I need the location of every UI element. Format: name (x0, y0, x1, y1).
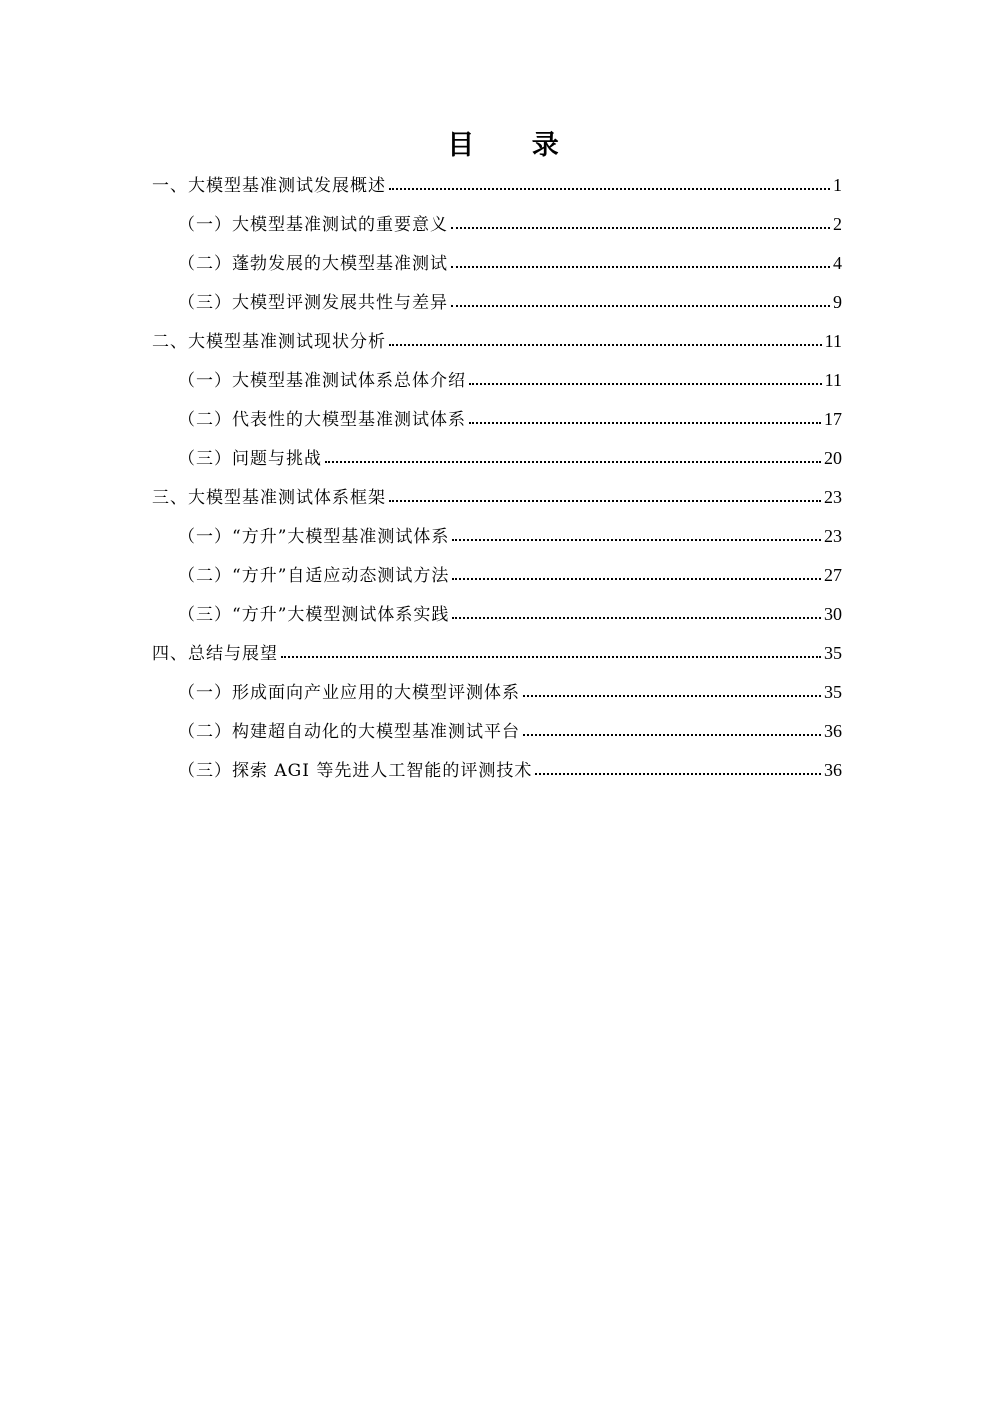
toc-list (152, 166, 842, 790)
toc-page-number: 4 (833, 253, 842, 273)
toc-page-number: 17 (824, 409, 842, 429)
toc-entry[interactable] (152, 478, 842, 517)
toc-entry[interactable] (152, 439, 842, 478)
toc-entry-text: （二）蓬勃发展的大模型基准测试 (178, 254, 448, 274)
toc-entry[interactable] (152, 283, 842, 322)
toc-entry[interactable] (152, 556, 842, 595)
dot-leader (469, 422, 821, 424)
toc-entry-text: （三）“方升”大模型测试体系实践 (178, 605, 450, 625)
toc-entry-text: （二）代表性的大模型基准测试体系 (178, 410, 466, 430)
dot-leader (523, 734, 821, 736)
dot-leader (535, 773, 821, 775)
toc-page-number: 36 (824, 721, 842, 741)
toc-page-number: 11 (824, 331, 842, 351)
toc-entry-text: （三）大模型评测发展共性与差异 (178, 293, 448, 313)
dot-leader (451, 305, 830, 307)
toc-page-number: 1 (833, 175, 842, 195)
toc-entry-text: （三）探索 AGI 等先进人工智能的评测技术 (178, 761, 533, 781)
toc-entry[interactable] (152, 244, 842, 283)
dot-leader (523, 695, 821, 697)
toc-entry[interactable] (152, 673, 842, 712)
toc-entry-text: （三）问题与挑战 (178, 449, 322, 469)
toc-page-number: 23 (824, 526, 842, 546)
toc-entry[interactable] (152, 712, 842, 751)
toc-entry-text: （一）大模型基准测试的重要意义 (178, 215, 448, 235)
dot-leader (452, 539, 821, 541)
dot-leader (389, 500, 821, 502)
toc-entry[interactable] (152, 322, 842, 361)
dot-leader (451, 227, 830, 229)
toc-page-number: 30 (824, 604, 842, 624)
dot-leader (389, 188, 830, 190)
toc-page-number: 9 (833, 292, 842, 312)
dot-leader (325, 461, 821, 463)
toc-entry-text: （一）形成面向产业应用的大模型评测体系 (178, 683, 520, 703)
dot-leader (389, 344, 822, 346)
toc-page-number: 11 (824, 370, 842, 390)
toc-page-number: 35 (824, 682, 842, 702)
toc-entry[interactable] (152, 595, 842, 634)
dot-leader (469, 383, 822, 385)
toc-page-number: 27 (824, 565, 842, 585)
toc-entry-text: （二）“方升”自适应动态测试方法 (178, 566, 450, 586)
toc-entry[interactable] (152, 517, 842, 556)
toc-entry-text: （二）构建超自动化的大模型基准测试平台 (178, 722, 520, 742)
toc-entry[interactable] (152, 166, 842, 205)
toc-entry-text: 二、大模型基准测试现状分析 (152, 332, 386, 352)
dot-leader (451, 266, 830, 268)
dot-leader (281, 656, 821, 658)
toc-page-number: 36 (824, 760, 842, 780)
dot-leader (452, 578, 821, 580)
toc-page-number: 23 (824, 487, 842, 507)
toc-entry-text: 四、总结与展望 (152, 644, 278, 664)
toc-entry-text: （一）“方升”大模型基准测试体系 (178, 527, 450, 547)
toc-entry[interactable] (152, 205, 842, 244)
toc-entry[interactable] (152, 751, 842, 790)
dot-leader (452, 617, 821, 619)
toc-entry-text: 三、大模型基准测试体系框架 (152, 488, 386, 508)
toc-entry[interactable] (152, 634, 842, 673)
toc-page-number: 2 (833, 214, 842, 234)
toc-entry-text: 一、大模型基准测试发展概述 (152, 176, 386, 196)
toc-entry[interactable] (152, 361, 842, 400)
toc-title: 目 录 (447, 130, 583, 161)
toc-entry[interactable] (152, 400, 842, 439)
toc-entry-text: （一）大模型基准测试体系总体介绍 (178, 371, 466, 391)
toc-page-number: 20 (824, 448, 842, 468)
toc-page-number: 35 (824, 643, 842, 663)
